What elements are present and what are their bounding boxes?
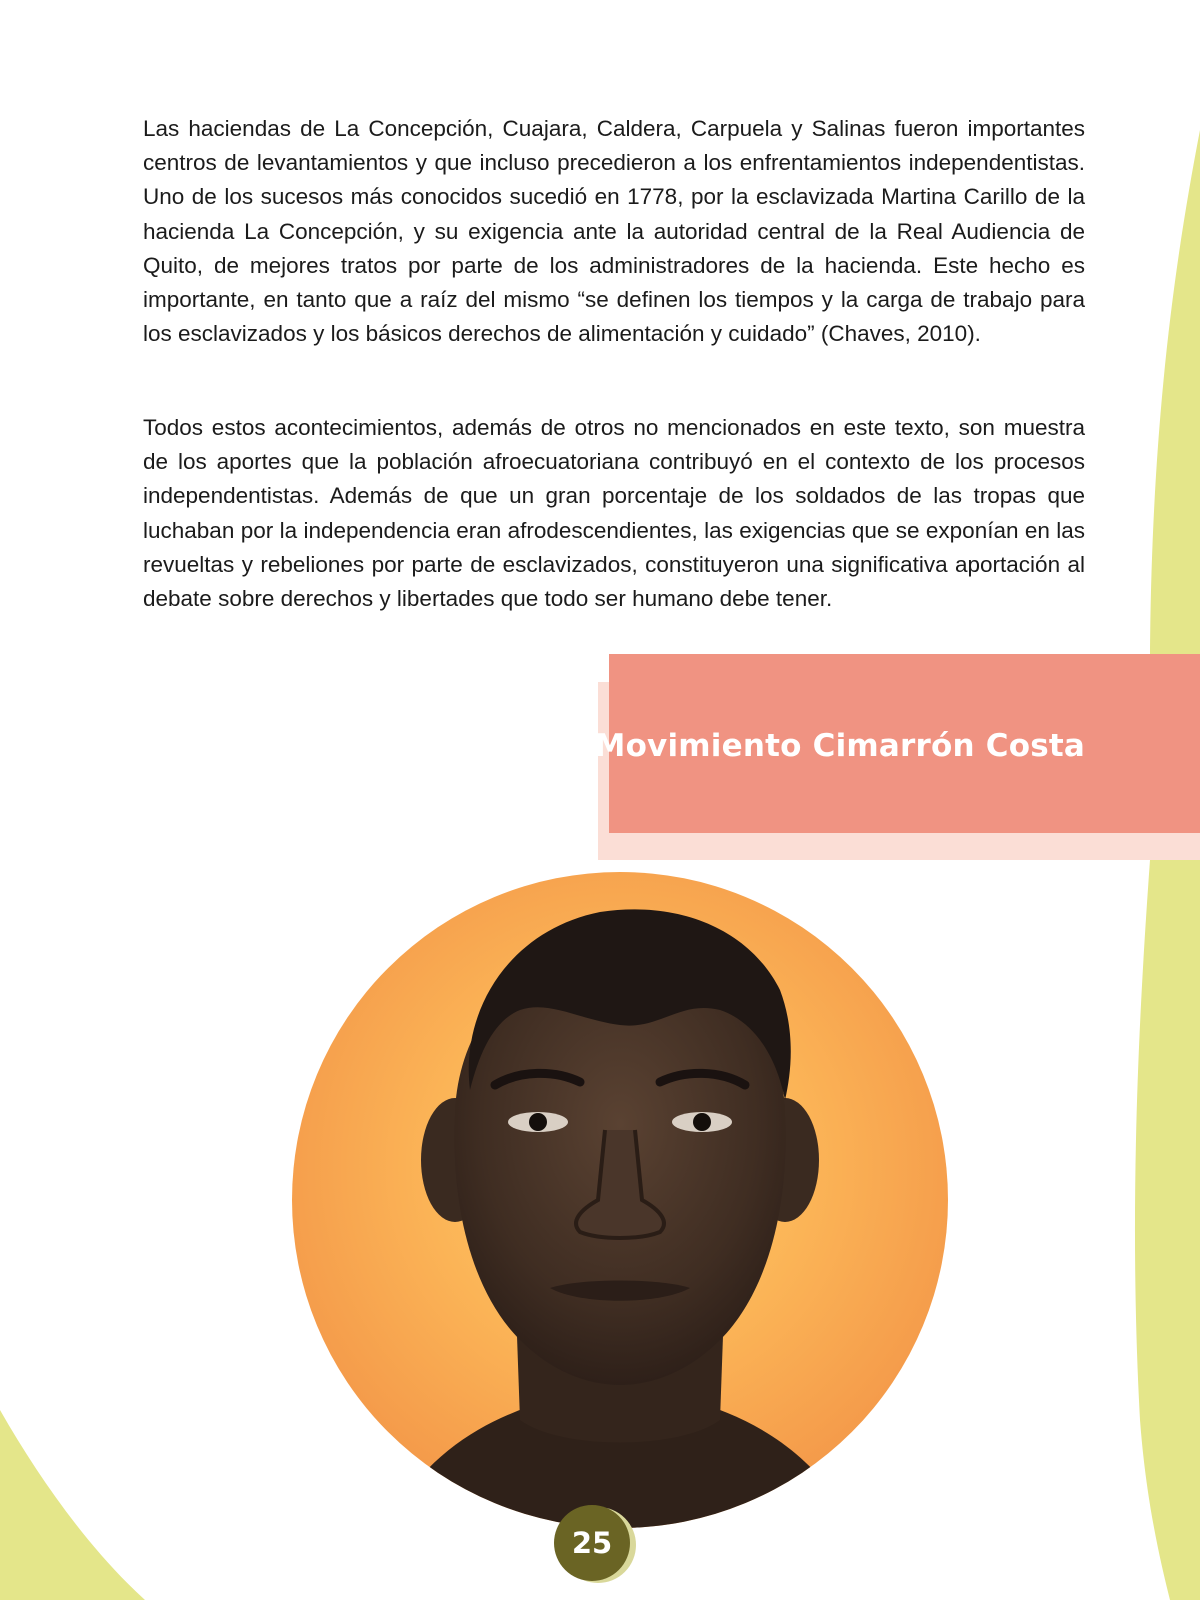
- section-title: Movimiento Cimarrón Costa: [594, 728, 1085, 764]
- body-paragraph-1: Las haciendas de La Concepción, Cuajara, Caldera, Carpuela y Salinas fueron importantes centros de levantamientos y que incluso precedieron a los enfrentamientos independentistas. Uno de los sucesos más conocidos sucedió en 1778, por la esclavizada Martina Carillo de la hacienda La Concepción, y su exigencia ante la autoridad central de la Real Audiencia de Quito, de mejores tratos por parte de los administradores de la hacienda. Este hecho es importante, en tanto que a raíz del mismo “se definen los tiempos y la carga de trabajo para los esclavizados y los básicos derechos de alimentación y cuidado” (Chaves, 2010).: [143, 116, 1085, 347]
- right-green-swoosh: [1135, 130, 1200, 1600]
- page-number: 25: [554, 1505, 630, 1581]
- page-number-badge: [552, 1503, 642, 1593]
- left-green-swoosh: [0, 1410, 145, 1600]
- body-paragraph-2: Todos estos acontecimientos, además de otros no mencionados en este texto, son muestra de los aportes que la población afroecuatoriana contribuyó en el contexto de los procesos independentistas. Además de que un gran porcentaje de los soldados de las tropas que luchaban por la independencia eran afrodescendientes, las exigencias que se exponían en las revueltas y rebeliones por parte de esclavizados, constituyeron una significativa aportación al debate sobre derechos y libertades que todo ser humano debe tener.: [143, 415, 1085, 612]
- illustrated-portrait-icon: [280, 860, 960, 1540]
